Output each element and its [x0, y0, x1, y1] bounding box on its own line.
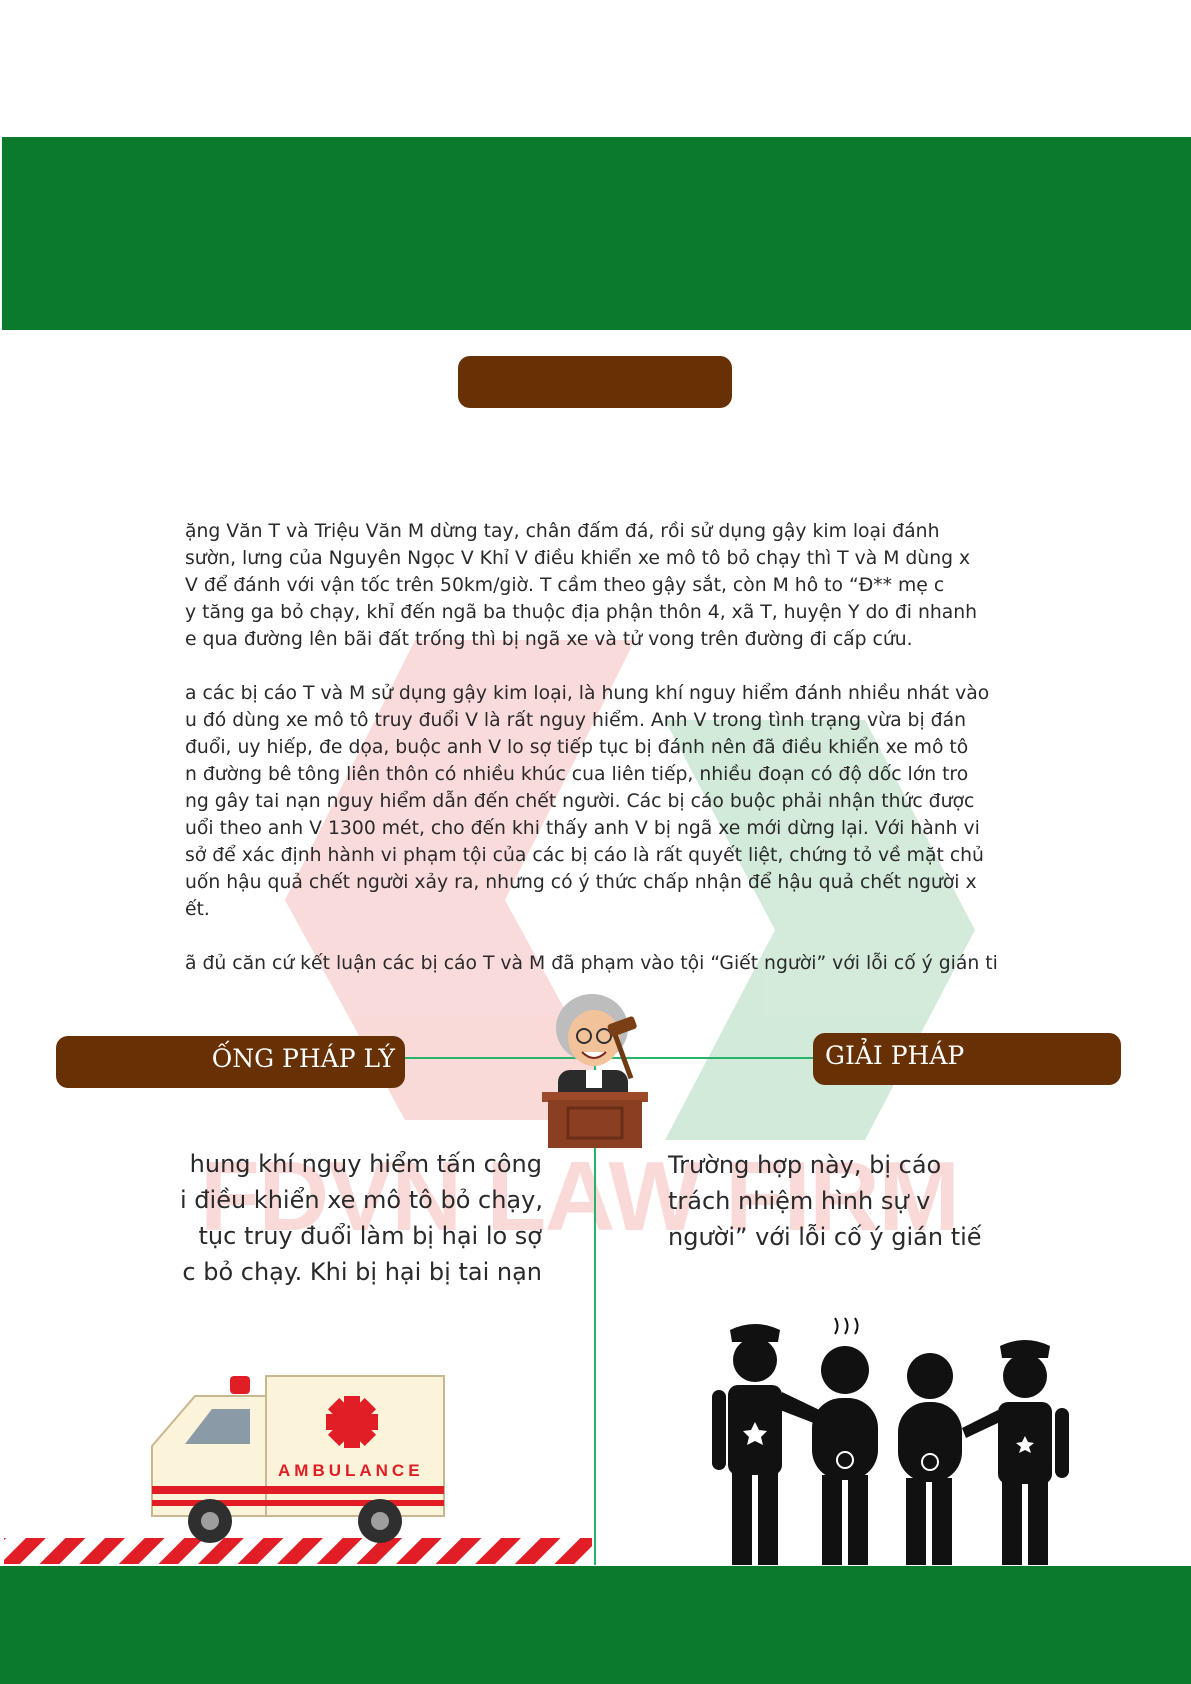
ambulance-hubcap-rear	[371, 1512, 389, 1530]
text-line: sườn, lưng của Nguyên Ngọc V Khỉ V điều khiển xe mô tô bỏ chạy thì T và M dùng x	[185, 548, 971, 569]
text-line: y tăng ga bỏ chạy, khỉ đến ngã ba thuộc địa phận thôn 4, xã T, huyện Y do đi nhanh	[185, 602, 978, 623]
paragraph-conclusion	[185, 950, 997, 977]
suspect-right	[898, 1353, 962, 1565]
text-line: sở để xác định hành vi phạm tội của các bị cáo là rất quyết liệt, chứng tỏ về mặt chủ	[185, 845, 984, 866]
text-line: uổi theo anh V 1300 mét, cho đến khi thấy anh V bị ngã xe mới dừng lại. Với hành vi	[185, 818, 980, 839]
police-arrest-illustration	[700, 1310, 1080, 1570]
text-line: ặng Văn T và Triệu Văn M dừng tay, chân đấm đá, rồi sử dụng gậy kim loại đánh	[185, 521, 940, 542]
legal-basis-text	[180, 1146, 542, 1290]
title-pill	[458, 356, 732, 408]
suspect-left	[812, 1318, 878, 1565]
text-line: i điều khiển xe mô tô bỏ chạy,	[180, 1186, 543, 1214]
solution-heading-pill: GIẢI PHÁP	[813, 1033, 1121, 1085]
text-line: trách nhiệm hình sự v	[668, 1187, 931, 1215]
ambulance-hubcap-front	[201, 1512, 219, 1530]
text-line: ết.	[185, 899, 210, 920]
text-line: c bỏ chạy. Khi bị hại bị tai nạn	[182, 1258, 542, 1286]
police-officer-right	[962, 1340, 1069, 1565]
text-line: ã đủ căn cứ kết luận các bị cáo T và M đã phạm vào tội “Giết người” với lỗi cố ý gián ti	[185, 953, 998, 974]
text-line: u đó dùng xe mô tô truy đuổi V là rất nguy hiểm. Anh V trong tình trạng vừa bị đán	[185, 710, 966, 731]
ambulance-stripe-top	[152, 1486, 444, 1494]
text-line: tục truy đuổi làm bị hại lo sợ	[198, 1222, 542, 1250]
solution-text	[668, 1147, 996, 1255]
judge-collar	[586, 1070, 602, 1088]
judge-illustration	[538, 980, 658, 1150]
hazard-stripe	[4, 1538, 592, 1564]
ambulance-illustration	[0, 1366, 600, 1566]
medical-cross-icon	[326, 1396, 378, 1448]
paragraph-analysis	[185, 680, 997, 923]
header-band	[2, 137, 1191, 330]
text-line: V để đánh với vận tốc trên 50km/giờ. T cầm theo gậy sắt, còn M hô to “Đ** mẹ c	[185, 575, 945, 596]
text-line: n đường bê tông liên thôn có nhiều khúc cua liên tiếp, nhiều đoạn có độ dốc lớn tro	[185, 764, 969, 785]
text-line: người” với lỗi cố ý gián tiế	[668, 1223, 982, 1251]
text-line: a các bị cáo T và M sử dụng gậy kim loại, là hung khí nguy hiểm đánh nhiều nhát vào	[185, 683, 990, 704]
text-line: uốn hậu quả chết người xảy ra, nhưng có ý thức chấp nhận để hậu quả chết người x	[185, 872, 977, 893]
ambulance-siren	[230, 1376, 250, 1394]
text-line: hung khí nguy hiểm tấn công	[189, 1150, 542, 1178]
footer-band	[0, 1566, 1191, 1684]
legal-heading-pill: ỐNG PHÁP LÝ	[56, 1036, 405, 1088]
ambulance-label: AMBULANCE	[278, 1461, 424, 1480]
text-line: ng gây tai nạn nguy hiểm dẫn đến chết người. Các bị cáo buộc phải nhận thức được	[185, 791, 975, 812]
watermark-text: FDVN LAW FIRM	[200, 1141, 960, 1251]
text-line: Trường hợp này, bị cáo	[668, 1151, 942, 1179]
text-line: đuổi, uy hiếp, đe dọa, buộc anh V lo sợ tiếp tục bị đánh nên đã điều khiển xe mô tô	[185, 737, 969, 758]
paragraph-facts	[185, 518, 997, 653]
text-line: e qua đường lên bãi đất trống thì bị ngã xe và tử vong trên đường đi cấp cứu.	[185, 629, 913, 650]
